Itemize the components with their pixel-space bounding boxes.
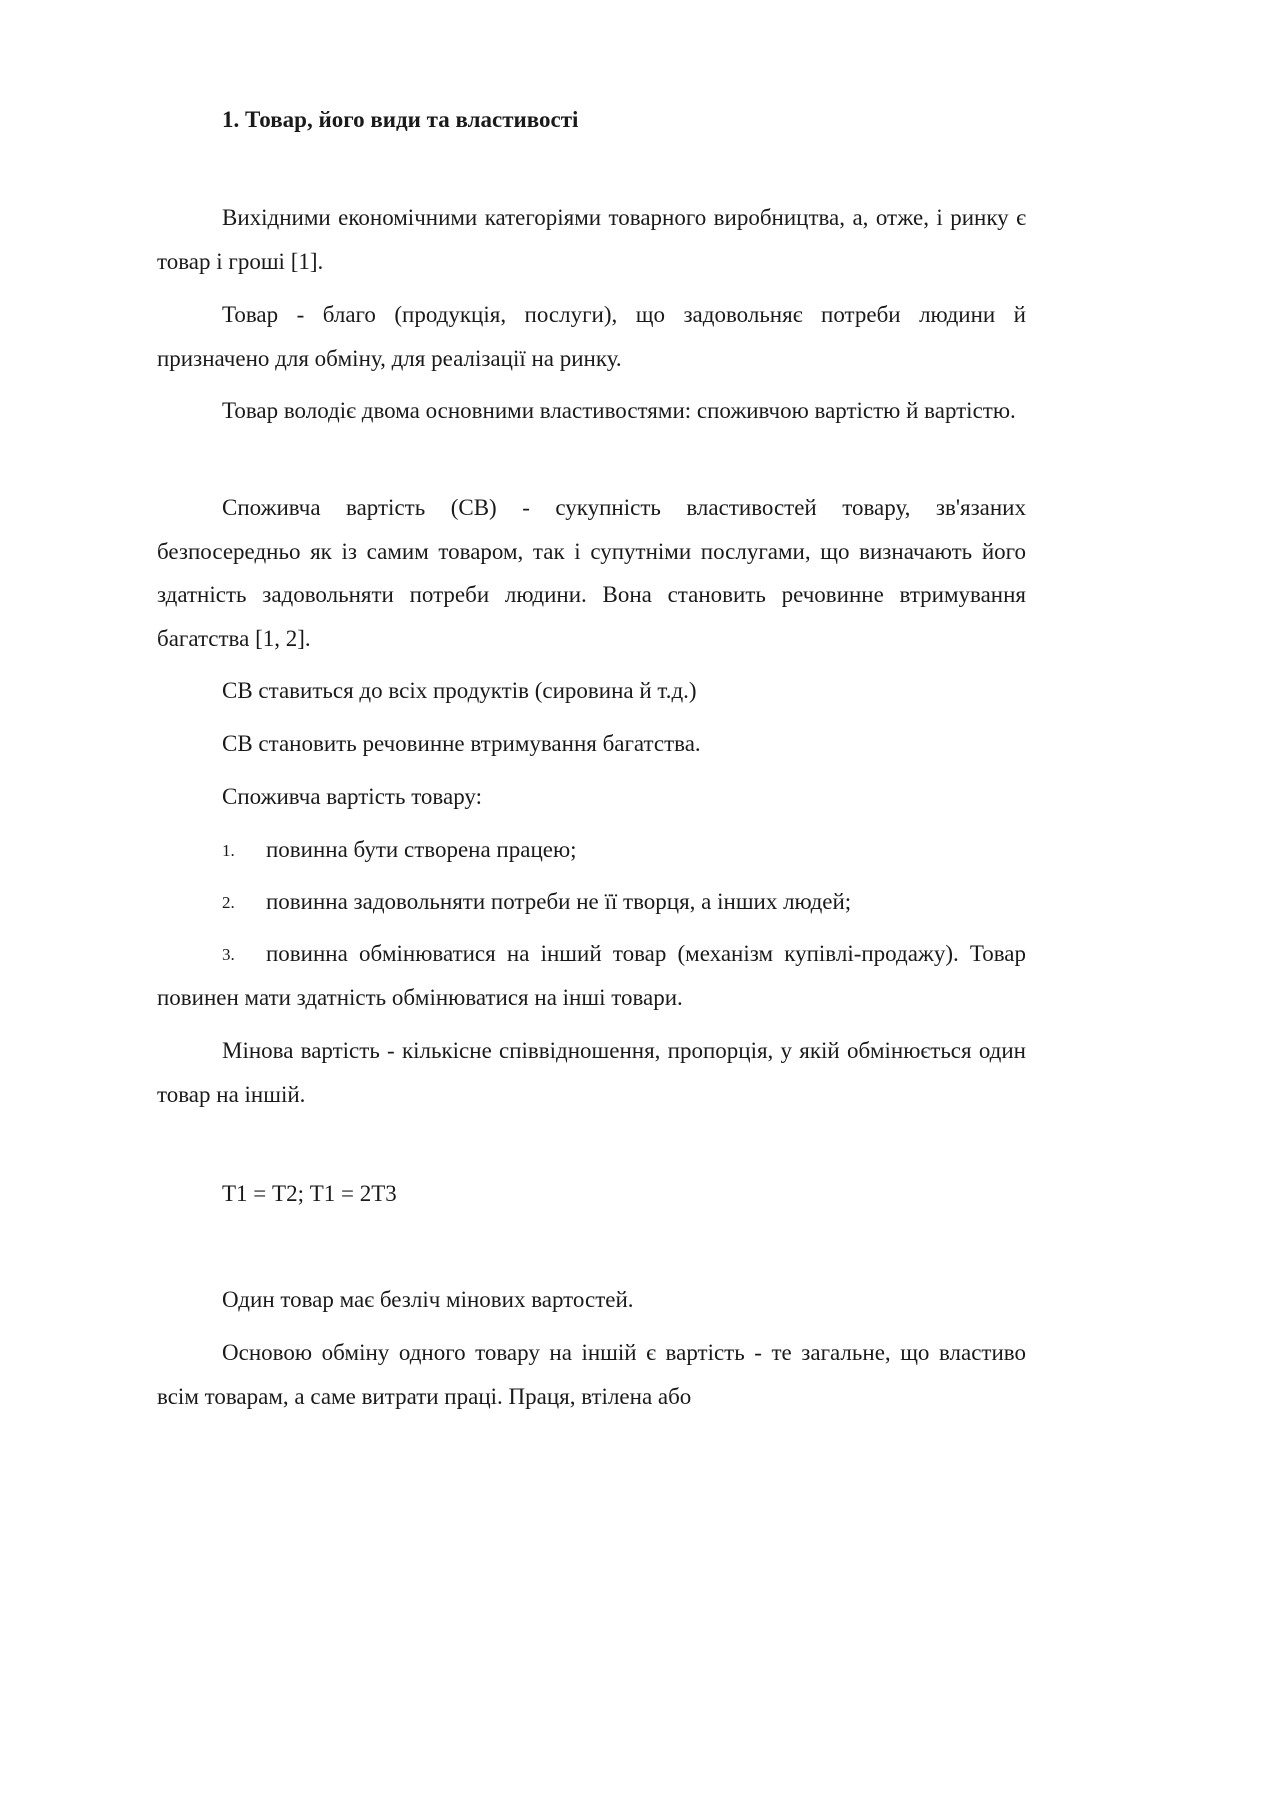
paragraph-sv-products: СВ ставиться до всіх продуктів (сировина й т.д.) [222, 678, 697, 703]
paragraph-use-value: Споживча вартість (СВ) - сукупність властивостей товару, зв'язаних безпосередньо як із самим товаром, так і супутніми послугами, що визначають його здатність задовольняти потреби людини. Вона становить речовинне втримування багатства [1, 2]. [157, 495, 1026, 651]
paragraph-exchange-value: Мінова вартість - кількісне співвідношення, пропорція, у якій обмінюється один товар на іншій. [157, 1038, 1026, 1107]
paragraph-intro: Вихідними економічними категоріями товарного виробництва, а, отже, і ринку є товар і гроші [1]. [157, 205, 1026, 274]
paragraph-many-exchange-values: Один товар має безліч мінових вартостей. [222, 1287, 634, 1312]
paragraph-goods-definition: Товар - благо (продукція, послуги), що задовольняє потреби людини й призначено для обміну, для реалізації на ринку. [157, 302, 1026, 371]
section-heading: 1. Товар, його види та властивості [222, 107, 579, 132]
paragraph-sv-wealth: СВ становить речовинне втримування багатства. [222, 731, 701, 756]
paragraph-use-value-list-intro: Споживча вартість товару: [222, 784, 482, 809]
list-item: повинна задовольняти потреби не її творця, а інших людей; [266, 889, 852, 914]
list-item-number: 2. [222, 893, 235, 912]
paragraph-value-basis: Основою обміну одного товару на іншій є вартість - те загальне, що властиво всім товарам, а саме витрати праці. Праця, втілена або [157, 1340, 1026, 1409]
list-item-number: 3. [222, 945, 235, 964]
list-item: повинна обмінюватися на інший товар (механізм купівлі-продажу). Товар повинен мати здатність обмінюватися на інші товари. [157, 941, 1026, 1010]
list-item: повинна бути створена працею; [266, 837, 577, 862]
formula: Т1 = Т2; Т1 = 2Т3 [222, 1181, 397, 1206]
paragraph-goods-properties: Товар володіє двома основними властивостями: споживчою вартістю й вартістю. [222, 398, 1016, 423]
list-item-number: 1. [222, 841, 235, 860]
